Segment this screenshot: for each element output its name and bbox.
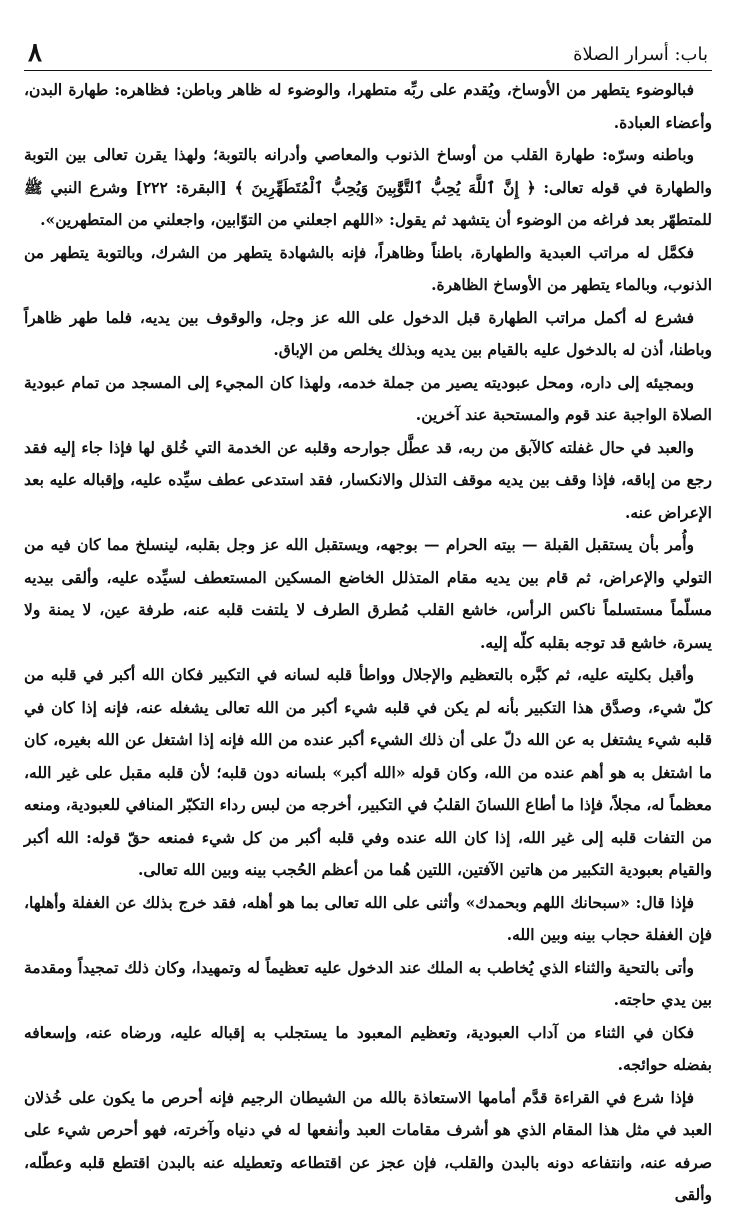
paragraph-8: وأقبل بكليته عليه، ثم كبَّره بالتعظيم والإجلال وواطأ قلبه لسانه في التكبير فكان الله أكبر في قلبه من كلّ شيء، وصدَّق هذا التكبير بأنه لم يكن في قلبه شيء أكبر من الله تعالى يشغله عنه، فإنه إذا كان في قلبه شيء يشتغل به عن الله دلّ على أن ذلك الشيء أكبر عنده من الله فإنه إذا اشتغل عن الله بغيره، كان ما اشتغل به هو أهم عنده من الله، وكان قوله «الله أكبر» بلسانه دون قلبه؛ لأن قلبه مقبل على غير الله، معظماً له، مجلاً، فإذا ما أطاع اللسانَ القلبُ في التكبير، أخرجه من لبس رداء التكبّر المنافي للعبودية، ومنعه من التفات قلبه إلى غير الله، إذا كان الله عنده وفي قلبه أكبر من كل شيء فمنعه حقّ قوله: الله أكبر والقيام بعبودية التكبير من هاتين الآفتين، اللتين هُما من أعظم الحُجب بينه وبين الله تعالى. bbox=[24, 665, 712, 879]
paragraph-7: وأُمر بأن يستقبل القبلة — بيته الحرام — بوجهه، ويستقبل الله عز وجل بقلبه، لينسلخ مما كان فيه من التولي والإعراض، ثم قام بين يديه مقام المتذلل الخاضع المسكين المستعطف لسيِّده عليه، وألقى بيديه مسلّماً مستسلماً ناكس الرأس، خاشع القلب مُطرق الطرف لا يلتفت قلبه عنه، طرفة عين، لا يمنة ولا يسرة، خاشع قد توجه بقلبه كلّه إليه. bbox=[24, 535, 712, 652]
page-body bbox=[24, 74, 712, 1204]
paragraph-12: فإذا شرع في القراءة قدَّم أمامها الاستعاذة بالله من الشيطان الرجيم فإنه أحرص ما يكون على خُذلان العبد في مثل هذا المقام الذي هو أشرف مقامات العبد وأنفعها له في دنياه وآخرته، فهو أحرص شيء على صرفه عنه، وانتفاعه دونه بالبدن والقلب، فإن عجز عن اقتطاعه وتعطيله عنه بالبدن اقتطع قلبه وعطّله، وألقى bbox=[24, 1087, 712, 1204]
paragraph-1: فبالوضوء يتطهر من الأوساخ، ويُقدم على ربِّه متطهرا، والوضوء له ظاهر وباطن: فظاهره: طهارة البدن، وأعضاء العبادة. bbox=[24, 80, 712, 132]
paragraph-5: وبمجيئه إلى داره، ومحل عبوديته يصير من جملة خدمه، ولهذا كان المجيء إلى المسجد من تمام عبودية الصلاة الواجبة عند قوم والمستحبة عند آخرين. bbox=[24, 372, 712, 424]
page-header bbox=[24, 40, 712, 71]
paragraph-9: فإذا قال: «سبحانك اللهم وبحمدك» وأثنى على الله تعالى بما هو أهله، فقد خرج بذلك عن الغفلة وأهلها، فإن الغفلة حجاب بينه وبين الله. bbox=[24, 892, 712, 944]
page-number: ٨ bbox=[28, 38, 42, 68]
paragraph-4: فشرع له أكمل مراتب الطهارة قبل الدخول على الله عز وجل، والوقوف بين يديه، فلما طهر ظاهراً وباطنا، أذن له بالدخول عليه بالقيام بين يديه وبذلك يخلص من الإباق. bbox=[24, 307, 712, 359]
paragraph-10: وأتى بالتحية والثناء الذي يُخاطب به الملك عند الدخول عليه تعظيماً له وتمهيدا، وكان ذلك تمجيداً ومقدمة بين يدي حاجته. bbox=[24, 957, 712, 1009]
paragraph-2: وباطنه وسرّه: طهارة القلب من أوساخ الذنوب والمعاصي وأدرانه بالتوبة؛ ولهذا يقرن تعالى بين التوبة والطهارة في قوله تعالى: ﴿ إِنَّ ٱللَّهَ يُحِبُّ ٱلتَّوَّٰبِينَ وَيُحِبُّ ٱلْمُتَطَهِّرِينَ ﴾ [البقرة: ٢٢٢] وشرع النبي ﷺ للمتطهّر بعد فراغه من الوضوء أن يتشهد ثم يقول: «اللهم اجعلني من التوّابين، واجعلني من المتطهرين». bbox=[24, 145, 712, 229]
paragraph-11: فكان في الثناء من آداب العبودية، وتعظيم المعبود ما يستجلب به إقباله عليه، ورضاه عنه، وإسعافه بفضله حوائجه. bbox=[24, 1022, 712, 1074]
paragraph-3: فكمَّل له مراتب العبدية والطهارة، باطناً وظاهراً، فإنه بالشهادة يتطهر من الشرك، وبالتوبة يتطهر من الذنوب، وبالماء يتطهر من الأوساخ الظاهرة. bbox=[24, 242, 712, 294]
paragraph-6: والعبد في حال غفلته كالآبق من ربه، قد عطَّل جوارحه وقلبه عن الخدمة التي خُلق لها فإذا جاء إليه فقد رجع من إباقه، فإذا وقف بين يديه موقف التذلل والانكسار، فقد استدعى عطف سيِّده عليه، وإقباله عليه بعد الإعراض عنه. bbox=[24, 437, 712, 522]
running-title: باب: أسرار الصلاة bbox=[573, 44, 708, 65]
